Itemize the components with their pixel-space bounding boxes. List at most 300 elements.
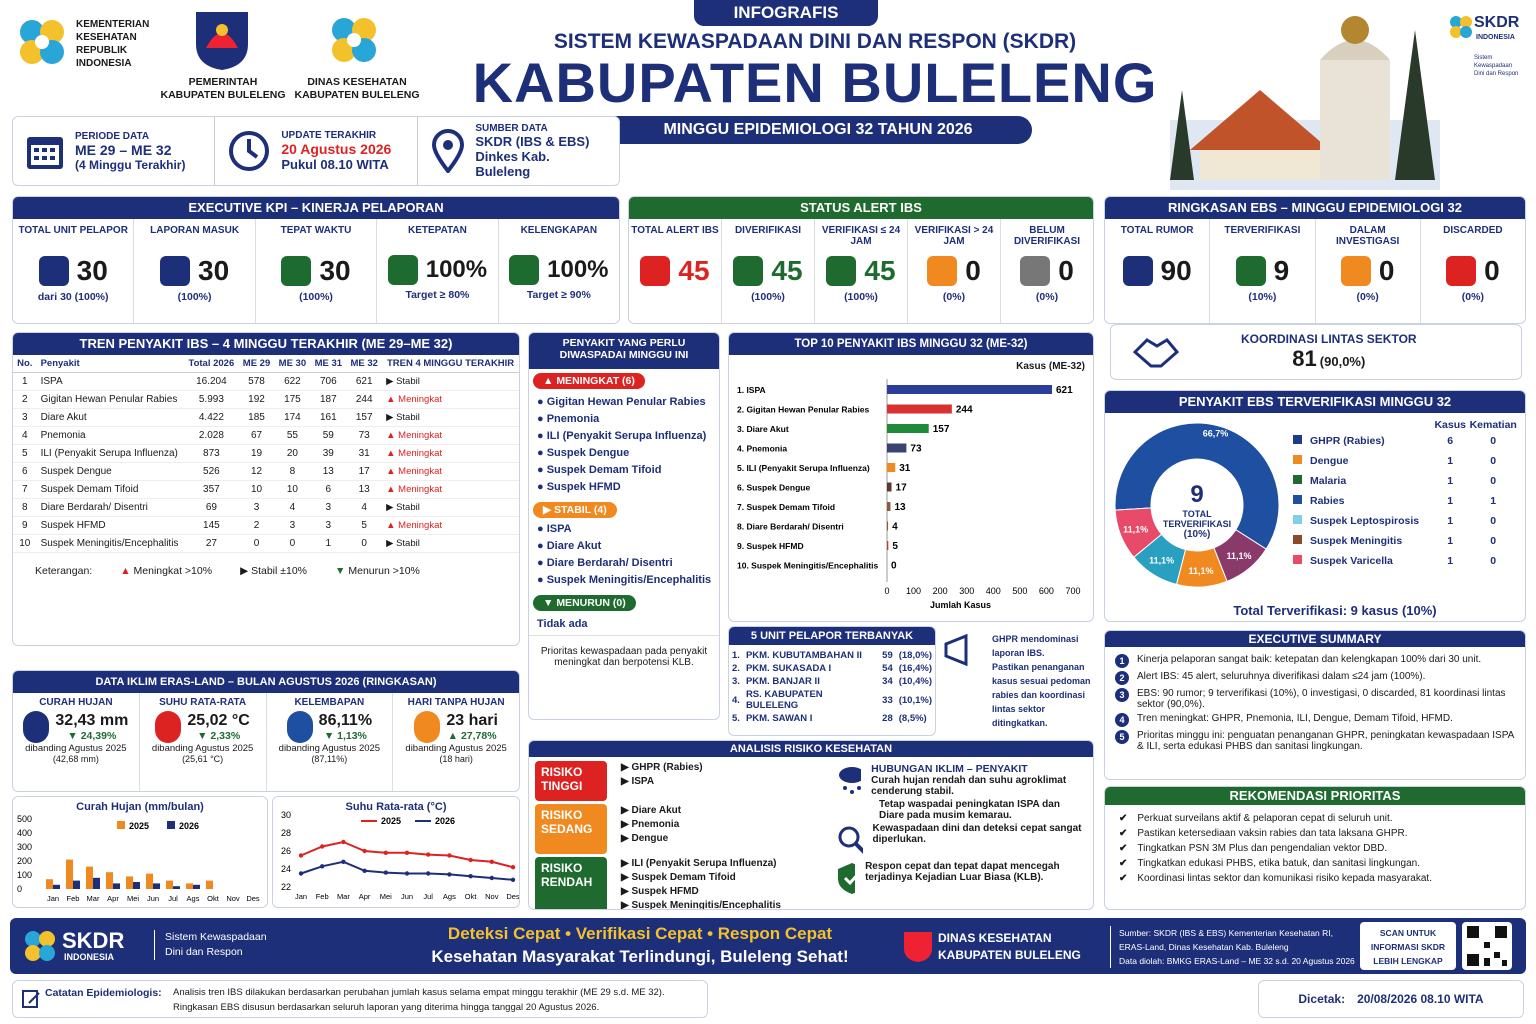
bar-label: 6. Suspek Dengue — [737, 482, 811, 493]
iklim-delta: ▼ 24,39% — [67, 730, 117, 742]
table-cell: 621 — [355, 376, 373, 387]
trend-status: ▲ Meningkat — [386, 430, 443, 441]
trend-header: ME 29 — [239, 355, 275, 373]
bar-value: 621 — [1056, 385, 1073, 396]
kpi-card — [629, 219, 722, 323]
bar-label: 5. ILI (Penyakit Serupa Influenza) — [737, 463, 870, 473]
table-cell: 1 — [1447, 475, 1454, 487]
kpi-card — [1421, 219, 1525, 323]
bar-2025 — [46, 879, 53, 889]
table-cell: 13 — [358, 484, 370, 495]
kpi-number: 45 — [864, 255, 896, 286]
bar-2025 — [146, 874, 153, 889]
table-cell: 161 — [319, 412, 337, 423]
point — [490, 876, 494, 880]
table-cell: 175 — [284, 394, 301, 405]
table-cell: 59 — [322, 430, 334, 441]
kpi-value — [1212, 255, 1312, 287]
bar — [887, 405, 952, 414]
bar-value: 31 — [899, 463, 911, 474]
table-cell: 1 — [1447, 515, 1454, 527]
risk-item: ▶ ISPA — [621, 776, 655, 787]
iklim-title: DATA IKLIM ERAS-LAND – BULAN AGUSTUS 2026 (RINGKASAN) — [13, 671, 519, 693]
slice-label: 11,1% — [1149, 555, 1175, 566]
table-cell: 622 — [284, 376, 301, 387]
point — [320, 864, 324, 868]
point — [468, 874, 472, 878]
kpi-card — [134, 219, 255, 323]
top10-chart — [729, 373, 1094, 622]
legend-2026: 2026 — [435, 816, 456, 826]
kpi-sub: (0%) — [1035, 291, 1059, 303]
rain-chart — [13, 811, 268, 907]
clock-icon — [227, 129, 271, 173]
kpi-card — [377, 219, 498, 323]
table-cell — [382, 481, 519, 499]
y-tick: 0 — [17, 884, 23, 894]
table-cell: Diare Berdarah/ Disentri — [40, 502, 148, 513]
table-row — [13, 481, 519, 499]
x-tick: Ags — [186, 894, 200, 903]
bar — [887, 483, 892, 492]
bar-value: 5 — [892, 541, 898, 552]
kpi-label: KETEPATAN — [407, 225, 467, 236]
table-cell: 6 — [22, 466, 28, 477]
slice-label: 11,1% — [1226, 550, 1252, 561]
trend-status: ▲ Meningkat — [386, 466, 443, 477]
table-cell: 6 — [1447, 435, 1454, 447]
top10-title: TOP 10 PENYAKIT IBS MINGGU 32 (ME-32) — [729, 333, 1093, 355]
kpi-label: VERIFIKASI ≤ 24 JAM — [821, 225, 901, 247]
kpi-label: TOTAL ALERT IBS — [631, 225, 719, 236]
bar-value: 0 — [891, 560, 897, 572]
note-line: laporan IBS. — [992, 648, 1045, 658]
iklim-value-row — [395, 711, 517, 743]
bar-value: 157 — [932, 424, 950, 435]
x-tick: Apr — [107, 894, 119, 903]
table-cell: 185 — [248, 412, 265, 423]
list-item: ● Gigitan Hewan Penular Rabies — [537, 396, 706, 408]
temple-illustration — [1170, 0, 1440, 190]
table-cell: RS. KABUPATEN BULELENG — [745, 689, 823, 711]
rekom-text: Koordinasi lintas sektor dan komunikasi risiko kepada masyarakat. — [1137, 873, 1432, 884]
table-row — [729, 649, 935, 662]
kpi-label: KELENGKAPAN — [520, 225, 598, 236]
table-cell: 7 — [22, 484, 28, 495]
dinkes-logo-icon — [326, 10, 382, 70]
x-tick: 200 — [932, 586, 948, 596]
sun-icon — [414, 711, 440, 743]
garuda-shield-icon — [190, 8, 254, 72]
table-cell: (8,5%) — [898, 713, 927, 724]
risk-level — [535, 761, 817, 801]
y-tick: 22 — [281, 882, 292, 892]
kpi-number: 0 — [1058, 255, 1074, 286]
iklim-compare: dibanding Agustus 2025 — [151, 743, 254, 754]
kpi-value — [724, 255, 812, 287]
table-cell: 1 — [1447, 495, 1454, 507]
x-tick: 600 — [1038, 586, 1054, 596]
iklim-prev: (18 hari) — [439, 754, 473, 764]
x-tick: Feb — [66, 894, 80, 903]
target-icon — [388, 255, 418, 285]
bar-label: 7. Suspek Demam Tifoid — [737, 502, 836, 512]
table-row — [729, 662, 935, 675]
table-row — [729, 712, 935, 725]
risk-item: ▶ Suspek Meningitis/Encephalitis — [621, 900, 781, 910]
table-cell: 8 — [22, 502, 28, 513]
x-tick: Jan — [294, 892, 308, 901]
table-row — [1291, 451, 1519, 471]
trend-status: ▲ Meningkat — [386, 394, 443, 405]
down-none: Tidak ada — [537, 618, 588, 630]
table-cell: 6 — [325, 484, 332, 495]
top10-panel — [728, 332, 1094, 622]
x-tick: Jul — [423, 892, 433, 901]
kpi-sub: dari 30 (100%) — [37, 291, 109, 303]
table-cell: Diare Akut — [40, 412, 87, 423]
qr-code[interactable] — [1462, 922, 1512, 970]
table-row — [1291, 511, 1519, 531]
kpi-card — [256, 219, 377, 323]
rekom-title: REKOMENDASI PRIORITAS — [1105, 787, 1525, 805]
table-cell: 2 — [253, 520, 260, 531]
bar-2026 — [53, 885, 60, 889]
bar-value: 17 — [895, 482, 907, 494]
temple-icon — [1170, 0, 1440, 190]
shield-check-icon — [733, 256, 763, 286]
summary-number: 4 — [1115, 713, 1129, 727]
table-cell: 5 — [361, 520, 367, 531]
table-cell: 1 — [1447, 455, 1454, 467]
kpi-value — [1003, 255, 1091, 287]
x-axis-label: Jumlah Kasus — [930, 600, 992, 610]
list-item: ● Diare Akut — [537, 540, 602, 552]
table-cell: 174 — [284, 412, 301, 423]
kpi-label: TOTAL RUMOR — [1120, 225, 1194, 236]
summary-text: Tren meningkat: GHPR, Pnemonia, ILI, Dengue, Demam Tifoid, HFMD. — [1137, 713, 1453, 724]
kpi-value — [15, 255, 131, 287]
timer-check-icon — [281, 256, 311, 286]
triangle-right-icon: ▶ — [240, 565, 249, 577]
table-cell: 10 — [250, 484, 263, 495]
table-cell: 3. — [732, 676, 740, 687]
trend-status: ▶ Stabil — [386, 412, 420, 423]
legend-swatch — [1293, 515, 1302, 524]
y-tick: 300 — [17, 842, 33, 852]
alert-title: STATUS ALERT IBS — [629, 197, 1093, 219]
check-icon: ✔ — [1119, 828, 1128, 839]
kpi-sub: (100%) — [299, 291, 333, 303]
trend-header: ME 30 — [274, 355, 310, 373]
risk-item: ▶ Diare Akut — [621, 805, 682, 816]
bar — [887, 502, 890, 511]
table-row — [1291, 531, 1519, 551]
trend-status: ▲ Meningkat — [386, 520, 443, 531]
x-tick: 400 — [985, 586, 1001, 596]
kpi-panel — [12, 196, 620, 324]
kemenkes-logo-icon — [14, 12, 70, 72]
kpi-number: 45 — [771, 255, 803, 286]
point — [384, 851, 388, 855]
iklim-compare: dibanding Agustus 2025 — [25, 743, 127, 754]
x-tick: Feb — [315, 892, 329, 901]
table-cell: Suspek Demam Tifoid — [40, 484, 139, 495]
x-tick: Des — [246, 894, 260, 903]
kpi-sub: (0%) — [942, 291, 966, 303]
kpi-value — [501, 255, 617, 285]
kpi-sub: (10%) — [1248, 291, 1277, 303]
table-row — [13, 463, 519, 481]
x-tick: Mei — [126, 894, 140, 903]
table-cell: 244 — [355, 394, 373, 405]
iklim-values — [187, 712, 249, 742]
kpi-sub: (100%) — [844, 291, 878, 303]
note-line: kasus sesuai pedoman — [992, 676, 1091, 686]
bar-label: 4. Pnemonia — [737, 443, 788, 454]
table-cell: 526 — [203, 466, 220, 477]
bar-label: 10. Suspek Meningitis/Encephalitis — [737, 560, 879, 571]
summary-text: Alert IBS: 45 alert, seluruhnya diverifikasi dalam ≤24 jam (100%). — [1137, 671, 1426, 682]
point — [405, 851, 409, 855]
risk-badge-line: RENDAH — [541, 875, 593, 889]
catatan-box: Catatan Epidemiologis: Analisis tren IBS dilakukan berdasarkan perubahan jumlah kasus selama empat minggu terakhir (ME 29 s.d. ME 32). Ringkasan EBS disusun berdasarkan seluruh laporan yang diterima hingga tanggal 20 Agustus 2026. — [12, 980, 708, 1018]
bar — [887, 522, 888, 531]
rain-cloud-icon — [23, 711, 49, 743]
iklim-values — [55, 712, 128, 742]
bar-2026 — [73, 881, 80, 889]
iklim-label: HARI TANPA HUJAN — [407, 697, 505, 708]
iklim-value-row — [269, 711, 391, 743]
table-cell: 706 — [319, 376, 337, 387]
bar-2026 — [173, 886, 180, 889]
summary-item — [1115, 730, 1515, 752]
iklim-label: CURAH HUJAN — [39, 697, 113, 708]
legend-swatch — [1293, 495, 1302, 504]
table-cell: 4 — [22, 430, 28, 441]
note-line: rabies dan koordinasi — [992, 690, 1086, 700]
kpi-number: 100% — [547, 256, 609, 283]
summary-item — [1115, 688, 1515, 710]
legend-2025-swatch — [117, 821, 125, 829]
waspada-title: PENYAKIT YANG PERLU DIWASPADAI MINGGU INI — [529, 333, 719, 369]
risk-items — [621, 761, 703, 789]
iklim-value-row — [142, 711, 264, 743]
risk-badge-line: RISIKO — [541, 808, 583, 822]
table-row — [729, 675, 935, 688]
trend-status: ▶ Stabil — [386, 538, 420, 549]
report-icon — [160, 256, 190, 286]
handshake-icon — [1131, 332, 1181, 372]
table-cell: 9 — [22, 520, 28, 531]
table-cell: 2 — [22, 394, 28, 405]
table-cell: Suspek Meningitis — [1291, 531, 1433, 551]
pemda-logo — [190, 8, 254, 72]
page-title: KABUPATEN BULELENG — [472, 51, 1158, 114]
x-tick: Okt — [207, 894, 219, 903]
y-tick: 100 — [17, 870, 33, 880]
table-cell: 4. — [732, 694, 740, 706]
top10-legend: Kasus (ME-32) — [1016, 361, 1085, 372]
table-cell: Suspek Meningitis/Encephalitis — [40, 538, 179, 549]
risk-badge — [535, 761, 607, 801]
table-cell — [382, 427, 519, 445]
kpi-card — [13, 219, 134, 323]
y-tick: 200 — [17, 856, 33, 866]
iklim-delta: ▲ 27,78% — [447, 730, 497, 742]
table-cell — [382, 535, 519, 553]
koordinasi-box: KOORDINASI LINTAS SEKTOR 81 (90,0%) — [1110, 324, 1522, 380]
slice-label: 66,7% — [1202, 428, 1229, 439]
table-cell: 0 — [289, 538, 296, 549]
table-cell: 0 — [361, 538, 367, 549]
table-cell — [382, 445, 519, 463]
triangle-up-icon: ▲ — [120, 565, 131, 577]
table-cell: PKM. SUKASADA I — [745, 663, 832, 674]
table-cell: 34 — [882, 676, 893, 687]
table-cell: PKM. KUBUTAMBAHAN II — [745, 650, 862, 661]
trend-header: ME 31 — [310, 355, 346, 373]
search-icon — [1341, 256, 1371, 286]
iklim-prev: (42,68 mm) — [52, 754, 99, 764]
x-tick: 100 — [906, 586, 922, 596]
bar-2026 — [193, 885, 200, 889]
risk-item: ▶ ILI (Penyakit Serupa Influenza) — [621, 858, 777, 869]
x-tick: 0 — [884, 586, 890, 596]
note-edit-icon — [21, 989, 41, 1009]
point — [384, 870, 388, 874]
iklim-values — [446, 712, 498, 742]
table-cell: Rabies — [1291, 491, 1433, 511]
bar — [887, 463, 895, 472]
note-line: ditingkatkan. — [992, 718, 1048, 728]
bar-2025 — [206, 881, 213, 889]
summary-text: Kinerja pelaporan sangat baik: ketepatan dan kelengkapan 100% dari 30 unit. — [1137, 654, 1482, 665]
trend-title: TREN PENYAKIT IBS – 4 MINGGU TERAKHIR (ME 29–ME 32) — [13, 333, 519, 355]
trend-header: Total 2026 — [184, 355, 238, 373]
kpi-number: 100% — [425, 256, 488, 283]
risk-items — [621, 804, 681, 846]
temp-chart — [273, 811, 520, 907]
iklim-delta: ▼ 2,33% — [197, 730, 241, 742]
bar-2026 — [93, 878, 100, 889]
table-cell: 31 — [358, 448, 370, 459]
table-cell: 3 — [22, 412, 28, 423]
x-tick: Mar — [336, 892, 350, 901]
table-cell: 3 — [289, 520, 296, 531]
trend-status: ▲ Meningkat — [386, 448, 443, 459]
point — [299, 871, 303, 875]
trend-panel — [12, 332, 520, 646]
dinkes-name: DINAS KESEHATAN KABUPATEN BULELENG — [294, 76, 420, 101]
kpi-label: TOTAL UNIT PELAPOR — [18, 225, 128, 236]
bar-label: 3. Diare Akut — [737, 424, 789, 434]
table-cell: 55 — [286, 430, 298, 441]
kpi-number: 9 — [1273, 255, 1290, 286]
table-cell: 1 — [1490, 495, 1497, 507]
point — [426, 852, 430, 856]
bar-2026 — [113, 883, 120, 889]
table-row — [13, 373, 519, 391]
legend-swatch — [1293, 435, 1302, 444]
temp-chart-panel: Suhu Rata-rata (°C) 22 24 26 28 30 Jan Feb Mar Apr Mei Jun Jul Ags Okt Nov Des 2025 2026 — [272, 796, 520, 908]
x-tick: 700 — [1065, 586, 1081, 596]
table-cell: 16.204 — [196, 376, 227, 387]
skdr-logo-icon — [1448, 14, 1474, 40]
table-cell: 357 — [203, 484, 220, 495]
point — [468, 858, 472, 862]
table-cell: 67 — [250, 430, 263, 441]
bar-value: 73 — [910, 443, 922, 455]
kpi-label: DALAM INVESTIGASI — [1335, 225, 1400, 247]
summary-item — [1115, 713, 1515, 727]
kpi-number: 30 — [319, 255, 351, 286]
skdr-footer-logo-icon — [22, 928, 58, 964]
table-cell: 0 — [1490, 455, 1497, 467]
summary-text: EBS: 90 rumor; 9 terverifikasi (10%), 0 investigasi, 0 discarded, 81 koordinasi lintas sektor (90,0%). — [1137, 688, 1506, 710]
table-cell: 69 — [205, 502, 217, 513]
table-cell: Suspek Dengue — [40, 466, 112, 477]
iklim-compare: dibanding Agustus 2025 — [405, 743, 507, 754]
table-cell: 19 — [250, 448, 263, 459]
table-cell: Dengue — [1291, 451, 1433, 471]
iklim-card — [13, 693, 140, 792]
summary-panel — [1104, 630, 1526, 780]
summary-number: 1 — [1115, 654, 1129, 668]
table-cell: 0 — [1490, 435, 1497, 447]
check-icon: ✔ — [1119, 873, 1128, 884]
bar-value: 244 — [955, 404, 973, 416]
list-item: ● Diare Berdarah/ Disentri — [537, 557, 673, 569]
kpi-sub: Target ≥ 80% — [405, 289, 470, 301]
slice-label: 11,1% — [1123, 524, 1149, 535]
table-cell: 0 — [1490, 535, 1497, 547]
risk-badge-line: RISIKO — [541, 861, 583, 875]
risk-badge-line: SEDANG — [541, 822, 593, 836]
waspada-note: Prioritas kewaspadaan pada penyakit meningkat dan berpotensi KLB. — [529, 635, 719, 678]
list-item: ● Suspek Demam Tifoid — [537, 464, 662, 476]
iklim-value-row — [15, 711, 137, 743]
point — [490, 860, 494, 864]
kpi-label: DISCARDED — [1443, 225, 1503, 236]
table-cell: 0 — [1490, 555, 1497, 567]
kpi-card — [499, 219, 619, 323]
table-cell: Suspek Varicella — [1291, 551, 1433, 571]
table-cell: 0 — [1490, 515, 1497, 527]
pemda-name: PEMERINTAH KABUPATEN BULELENG — [160, 76, 286, 101]
point — [341, 840, 345, 844]
garuda-footer-icon — [900, 928, 936, 964]
table-row — [1291, 431, 1519, 451]
iklim-label: KELEMBAPAN — [294, 697, 365, 708]
summary-item — [1115, 671, 1515, 685]
table-row — [13, 517, 519, 535]
close-icon — [1446, 256, 1476, 286]
shield-check-icon — [835, 861, 855, 895]
kpi-value — [1318, 255, 1418, 287]
pelapor-panel — [728, 626, 936, 736]
table-cell: 27 — [205, 538, 217, 549]
table-cell: Suspek HFMD — [40, 520, 106, 531]
table-cell: 192 — [248, 394, 265, 405]
kpi-card — [1001, 219, 1093, 323]
pelapor-title: 5 UNIT PELAPOR TERBANYAK — [729, 627, 935, 645]
y-tick: 400 — [17, 828, 33, 838]
x-tick: Jun — [146, 894, 160, 903]
table-row — [1291, 471, 1519, 491]
trend-header: No. — [13, 355, 37, 373]
bar-value: 13 — [894, 502, 906, 513]
